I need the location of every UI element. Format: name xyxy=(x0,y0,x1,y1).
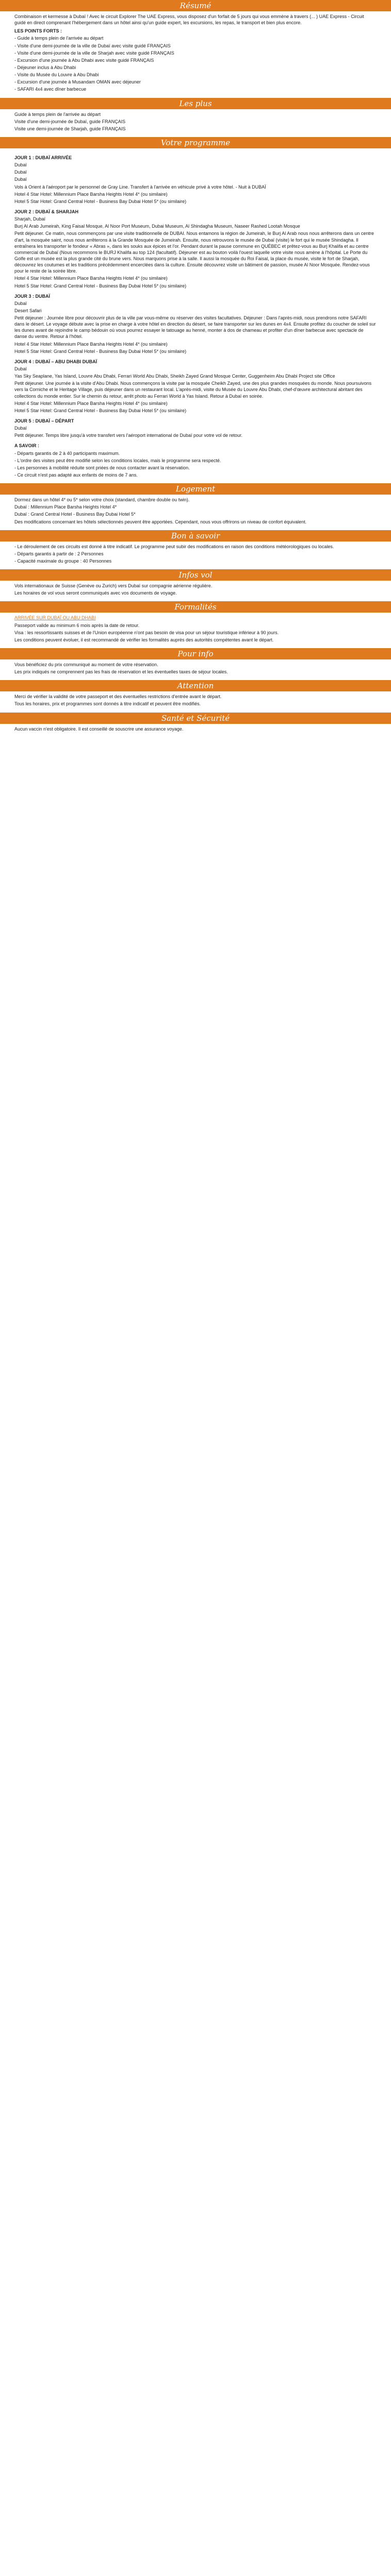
savoir-line: - L'ordre des visites peut être modifié selon les conditions locales, mais le programme sera respecté. xyxy=(14,457,221,463)
day-block xyxy=(14,209,377,289)
attention-line: Tous les horaires, prix et programmes sont donnés à titre indicatif et peuvent être modifiés. xyxy=(14,701,201,707)
day-line: Vols à Orient à l'aéroport par le personnel de Gray Line. Transfert à l'arrivée en véhicule privé à votre hôtel. - Nuit à DUBAÏ xyxy=(14,184,266,190)
day-line: Yas Sky Seaplane, Yas Island, Louvre Abu Dhabi, Ferrari World Abu Dhabi, Sheikh Zayed Grand Mosque Center, Guggenheim Abu Dhabi Project site Office xyxy=(14,374,335,379)
sante-banner xyxy=(0,713,391,724)
programme-section xyxy=(0,148,391,483)
day-heading: JOUR 2 : DUBAÏ & SHARJAH xyxy=(14,209,79,214)
prix-line: Vous bénéficiez du prix communiqué au moment de votre réservation. xyxy=(14,662,158,667)
inclus-line: Visite une demi-journée de Sharjah, guide FRANÇAIS xyxy=(14,126,126,131)
day-line: Burj Al Arab Jumeirah, King Faisal Mosque, Al Noor Port Museum, Dubai Museum, Al Shindagha Museum, Naseer Rashed Lootah Mosque xyxy=(14,224,300,229)
savoir-line: - Départs garantis de 2 à 40 participants maximum. xyxy=(14,450,120,456)
savoir-section xyxy=(0,541,391,569)
day-line: Dubaï xyxy=(14,366,27,372)
day-line: Sharjah, Dubaï xyxy=(14,216,46,222)
inclus-banner xyxy=(0,98,391,109)
attention-banner xyxy=(0,680,391,691)
savoir-title: Bon à savoir xyxy=(171,531,220,540)
day-line: Dubaï xyxy=(14,300,27,306)
day-line: Dubaï xyxy=(14,170,27,175)
infos-line: Vols internationaux de Suisse (Genève ou Zurich) vers Dubaï sur compagnie aérienne régulière. xyxy=(14,583,213,589)
sante-line: Aucun vaccin n'est obligatoire. Il est conseillé de souscrire une assurance voyage. xyxy=(14,726,184,732)
prix-line: Les prix indiqués ne comprennent pas les frais de réservation et les éventuelles taxes de séjour locales. xyxy=(14,669,228,675)
infos-line: Les horaires de vol vous seront communiqués avec vos documents de voyage. xyxy=(14,590,177,596)
savoir-banner xyxy=(0,530,391,541)
formalites-section xyxy=(0,613,391,648)
day-line: Dubaï xyxy=(14,177,27,182)
day-line: Dubaï xyxy=(14,162,27,168)
formalites-title: Formalités xyxy=(174,602,217,612)
day-heading: JOUR 3 : DUBAÏ xyxy=(14,293,51,299)
infos-section xyxy=(0,581,391,601)
day-heading: JOUR 1 : DUBAÏ ARRIVÉE xyxy=(14,155,72,160)
resume-banner xyxy=(0,0,391,11)
formalites-line: Passeport valide au minimum 6 mois après la date de retour. xyxy=(14,622,140,628)
infos-banner xyxy=(0,569,391,581)
formalites-line: Les conditions peuvent évoluer, il est recommandé de vérifier les formalités auprès des autorités compétentes avant le départ. xyxy=(14,637,274,642)
logement-title: Logement xyxy=(175,484,216,494)
day-heading: JOUR 5 : DUBAÏ – DÉPART xyxy=(14,418,74,424)
savoir-line: A SAVOIR : xyxy=(14,443,40,449)
day-line: Hotel 5 Star Hotel: Grand Central Hotel - Business Bay Dubai Hotel 5* (ou similaire) xyxy=(14,198,187,204)
resume-paragraph: - Visite d'une demi-journée de la ville de Dubaï avec visite guidé FRANÇAIS xyxy=(14,43,171,48)
resume-paragraph: - Visite d'une demi-journée de la ville de Sharjah avec visite guidé FRANÇAIS xyxy=(14,50,174,56)
day-block xyxy=(14,155,377,205)
resume-paragraph: - Guide à temps plein de l'arrivée au départ xyxy=(14,36,104,41)
savoir-block xyxy=(14,443,377,478)
savoir-line: - Les personnes à mobilité réduite sont priées de nous contacter avant la réservation. xyxy=(14,465,190,470)
savoir-avant-line: - Capacité maximale du groupe : 40 Personnes xyxy=(14,558,112,564)
day-line: Hotel 5 Star Hotel: Grand Central Hotel - Business Bay Dubai Hotel 5* (ou similaire) xyxy=(14,283,187,289)
day-line: Petit déjeuner : Journée libre pour découvrir plus de la ville par vous-même ou réserver des visites facultatives. Déjeuner : Dans l'après-midi, nous prendrons notre SAFARI dans le désert. Le voyage débute avec la prise en charge à votre hôtel en direction du désert, se faire transporter sur les dunes en 4x4. Ensuite profitez du coucher de soleil sur les dunes avant de rejoindre le camp bédouin où vous pourrez essayer le tatouage au henné, monter à dos de chameau et profiter d'un dîner barbecue avec spectacle de danse du ventre. Retour à l'hôtel. xyxy=(14,315,376,340)
infos-title: Infos vol xyxy=(178,570,213,580)
day-line: Hotel 4 Star Hotel: Millennium Place Barsha Heights Hotel 4* (ou similaire) xyxy=(14,400,168,406)
logement-banner xyxy=(0,483,391,495)
resume-section xyxy=(0,11,391,98)
savoir-avant-line: - Le déroulement de ces circuits est donné à titre indicatif. Le programme peut subir des modifications en raison des conditions météorologiques ou locales. xyxy=(14,544,334,549)
day-block xyxy=(14,293,377,354)
formalites-banner xyxy=(0,601,391,613)
day-block xyxy=(14,359,377,414)
formalites-line: Visa : les ressortissants suisses et de l'Union européenne n'ont pas besoin de visa pour un séjour touristique inférieur à 90 jours. xyxy=(14,630,279,635)
day-heading: JOUR 4 : DUBAÏ – ABU DHABI DUBAÏ xyxy=(14,359,97,364)
day-line: Hotel 5 Star Hotel: Grand Central Hotel - Business Bay Dubai Hotel 5* (ou similaire) xyxy=(14,348,187,354)
resume-paragraph: - Visite du Musée du Louvre à Abu Dhabi xyxy=(14,72,99,78)
programme-title: Votre programme xyxy=(160,138,231,147)
prix-banner xyxy=(0,648,391,659)
savoir-avant-line: - Départs garantis à partir de : 2 Personnes xyxy=(14,551,104,556)
day-line: Petit déjeuner. Temps libre jusqu'à votre transfert vers l'aéroport international de Dubaï pour votre vol de retour. xyxy=(14,433,243,438)
resume-paragraph: - Excursion d'une journée à Musandam OMAN avec déjeuner xyxy=(14,79,141,85)
resume-title: Résumé xyxy=(180,1,211,10)
logement-line: Dormez dans un hôtel 4* ou 5* selon votre choix (standard, chambre double ou twin). xyxy=(14,497,190,503)
day-line: Petit déjeuner. Une journée à la visite d'Abu Dhabi. Nous commençons la visite par la mosquée Cheikh Zayed, une des plus grandes mosquées du monde. Nous poursuivons vers la Corniche et le Heritage Village, puis déjeuner dans un restaurant local. L'après-midi, visite du Musée du Louvre Abu Dhabi, chef-d'œuvre architectural abritant des collections du monde entier. Sur le chemin du retour, arrêt photo au Ferrari World à Yas Island. Retour à Dubaï en soirée. xyxy=(14,381,372,399)
day-line: Hotel 5 Star Hotel: Grand Central Hotel - Business Bay Dubai Hotel 5* (ou similaire) xyxy=(14,408,187,413)
sante-title: Santé et Sécurité xyxy=(161,713,230,723)
resume-paragraph: Combinaison et kermesse à Dubaï ! Avec le circuit Explorer The UAE Express, vous disposez d'un forfait de 5 jours qui vous emmène à travers (... ) UAE Express - Circuit guidé en direct comprenant l'hébergement dans un hôtel ainsi qu'un guide expert, les excursions, les repas, le transport et bien plus encore. xyxy=(14,14,364,26)
attention-line: Merci de vérifier la validité de votre passeport et des éventuelles restrictions d'entrée avant le départ. xyxy=(14,694,222,700)
inclus-section xyxy=(0,109,391,137)
prix-section xyxy=(0,659,391,680)
sante-section xyxy=(0,724,391,737)
inclus-line: Visite d'une demi-journée de Dubaï, guide FRANÇAIS xyxy=(14,118,126,124)
formalites-line: ARRIVÉE SUR DUBAÏ OU ABU DHABI xyxy=(14,615,96,621)
resume-paragraph: LES POINTS FORTS : xyxy=(14,28,62,34)
attention-section xyxy=(0,691,391,712)
day-line: Hotel 4 Star Hotel: Millennium Place Barsha Heights Hotel 4* (ou similaire) xyxy=(14,341,168,347)
savoir-line: - Ce circuit n'est pas adapté aux enfants de moins de 7 ans. xyxy=(14,472,138,478)
logement-section xyxy=(0,495,391,530)
resume-paragraph: - SAFARI 4x4 avec dîner barbecue xyxy=(14,87,87,92)
prix-title: Pour info xyxy=(177,649,214,658)
day-line: Hotel 4 Star Hotel: Millennium Place Barsha Heights Hotel 4* (ou similaire) xyxy=(14,191,168,197)
day-line: Dubaï xyxy=(14,426,27,431)
programme-banner xyxy=(0,137,391,148)
attention-title: Attention xyxy=(177,681,214,691)
day-block xyxy=(14,418,377,438)
resume-paragraph: - Déjeuner inclus à Abu Dhabi xyxy=(14,64,76,70)
day-line: Petit déjeuner. Ce matin, nous commençons par une visite traditionnelle de DUBAI. Nous entamons la région de Jumeirah, le Burj Al Arab nous nous arrêterons dans un centre d'art, la mosquée saint, nous nous arrêterons à la Grande Mosquée de Jumeirah. Ensuite, nous retrouvons le musée de Dubaï (visite) le fort qui le musée Shindagha. Il entraînera les transporter le fondeur « Abras », dans les souks aux épices et l'or. Pendant durant la pause commune en QUÉBEC et prêtez-vous au Burj Khalifa et au centre commercial de Dubaï (Nous recommons le BURJ Khalifa au top 124 (facultatif). Déjeuner est au bouton voilà l'ouest laquelle votre visite nous amène à l'hôpital. Le Porte du Golfe est un musée est la plus grande cité du brune vers. Nous marquons prise à la salle. Il aussi la mosquée du Roi Faisal, la place du musée, visite le fort de Sharjah, découvrez les coutumes et les traditions précédemment encerclées dans la culture. Ensuite découvrez visite un bâtiment de passion, musée Al Noor Mosquée. Rendez-vous pour le reste de la soirée libre. xyxy=(14,231,374,274)
logement-line: Dubaï : Millennium Place Barsha Heights Hotel 4* xyxy=(14,504,117,510)
day-line: Hotel 4 Star Hotel: Millennium Place Barsha Heights Hotel 4* (ou similaire) xyxy=(14,276,168,281)
logement-line: Dubaï : Grand Central Hotel - Business Bay Dubai Hotel 5* xyxy=(14,512,136,517)
resume-paragraph: - Excursion d'une journée à Abu Dhabi avec visite guidé FRANÇAIS xyxy=(14,57,154,63)
logement-line: Des modifications concernant les hôtels sélectionnés peuvent être apportées. Cependant, nous vous offrirons un niveau de confort équivalent. xyxy=(14,519,307,524)
inclus-title: Les plus xyxy=(179,98,212,108)
day-line: Desert Safari xyxy=(14,308,42,313)
inclus-line: Guide à temps plein de l'arrivée au départ xyxy=(14,111,101,117)
